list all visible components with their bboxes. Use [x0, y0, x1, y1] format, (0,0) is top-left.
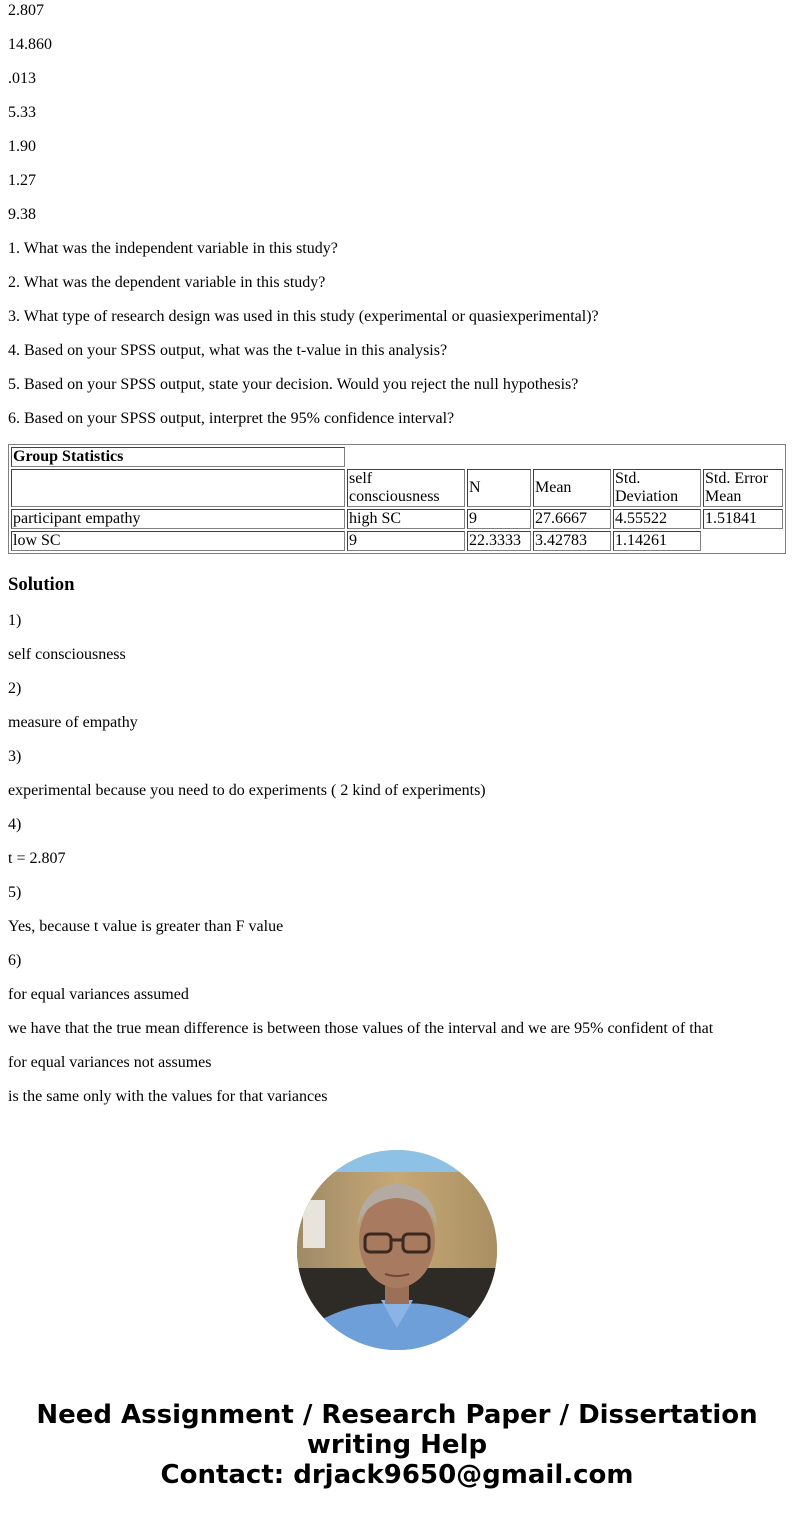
- group-statistics-table: [8, 444, 786, 554]
- value-line: .013: [8, 70, 36, 87]
- table-cell: participant empathy: [11, 509, 345, 529]
- promo-line-1: Need Assignment / Research Paper / Dissertation: [36, 1400, 758, 1430]
- value-line: 9.38: [8, 206, 36, 223]
- header-cell-std-deviation: Std. Deviation: [613, 469, 701, 507]
- answer-number-5: 5): [8, 884, 22, 901]
- header-cell-std-error-mean: Std. Error Mean: [703, 469, 783, 507]
- solution-lines: [8, 612, 786, 1106]
- table-cell: 1.51841: [703, 509, 783, 529]
- answer-text-2: measure of empathy: [8, 714, 138, 731]
- header-cell-n: N: [467, 469, 531, 507]
- promo-line-2: writing Help: [306, 1430, 488, 1460]
- question-2: 2. What was the dependent variable in this study?: [8, 274, 326, 291]
- promo-contact: Contact: drjack9650@gmail.com: [160, 1460, 634, 1490]
- answer-text-4: t = 2.807: [8, 850, 66, 867]
- empty-cell: [703, 531, 783, 551]
- answer-number-1: 1): [8, 612, 22, 629]
- promo-section: [0, 1150, 794, 1490]
- table-title-row: [11, 447, 783, 467]
- avatar-portrait-icon: [297, 1150, 497, 1350]
- table-cell: high SC: [347, 509, 465, 529]
- table-cell: 9: [467, 509, 531, 529]
- table-cell: 4.55522: [613, 509, 701, 529]
- question-3: 3. What type of research design was used in this study (experimental or quasiexperimental)?: [8, 308, 599, 325]
- answer-text-6b: we have that the true mean difference is between those values of the interval and we are 95% confident of that: [8, 1020, 714, 1037]
- answer-text-5: Yes, because t value is greater than F value: [8, 918, 284, 935]
- answer-text-3: experimental because you need to do experiments ( 2 kind of experiments): [8, 782, 486, 799]
- answer-text-6c: for equal variances not assumes: [8, 1054, 212, 1071]
- answer-number-4: 4): [8, 816, 22, 833]
- promo-text: [0, 1400, 794, 1490]
- question-6: 6. Based on your SPSS output, interpret the 95% confidence interval?: [8, 410, 455, 427]
- table-row: [11, 509, 783, 529]
- answer-text-6d: is the same only with the values for that variances: [8, 1088, 328, 1105]
- table-header-row: [11, 469, 783, 507]
- header-cell-blank: [11, 469, 345, 507]
- question-4: 4. Based on your SPSS output, what was the t-value in this analysis?: [8, 342, 448, 359]
- value-line: 2.807: [8, 2, 44, 19]
- answer-text-6a: for equal variances assumed: [8, 986, 189, 1003]
- header-cell-self-consciousness: self consciousness: [347, 469, 465, 507]
- value-line: 14.860: [8, 36, 52, 53]
- top-values-list: [8, 0, 786, 224]
- empty-cell: [347, 447, 783, 467]
- value-line: 1.27: [8, 172, 36, 189]
- value-line: 5.33: [8, 104, 36, 121]
- avatar: [297, 1150, 497, 1350]
- table-cell: 22.3333: [467, 531, 531, 551]
- question-1: 1. What was the independent variable in this study?: [8, 240, 338, 257]
- value-line: 1.90: [8, 138, 36, 155]
- answer-number-3: 3): [8, 748, 22, 765]
- table-cell: low SC: [11, 531, 345, 551]
- questions-list: [8, 240, 786, 428]
- header-cell-mean: Mean: [533, 469, 611, 507]
- table-cell: 27.6667: [533, 509, 611, 529]
- table-cell: 3.42783: [533, 531, 611, 551]
- table-row: [11, 531, 783, 551]
- answer-number-6: 6): [8, 952, 22, 969]
- table-cell: 1.14261: [613, 531, 701, 551]
- answer-number-2: 2): [8, 680, 22, 697]
- table-title: Group Statistics: [11, 447, 345, 467]
- solution-heading: Solution: [8, 574, 75, 595]
- answer-text-1: self consciousness: [8, 646, 126, 663]
- table-cell: 9: [347, 531, 465, 551]
- question-5: 5. Based on your SPSS output, state your decision. Would you reject the null hypothesis?: [8, 376, 579, 393]
